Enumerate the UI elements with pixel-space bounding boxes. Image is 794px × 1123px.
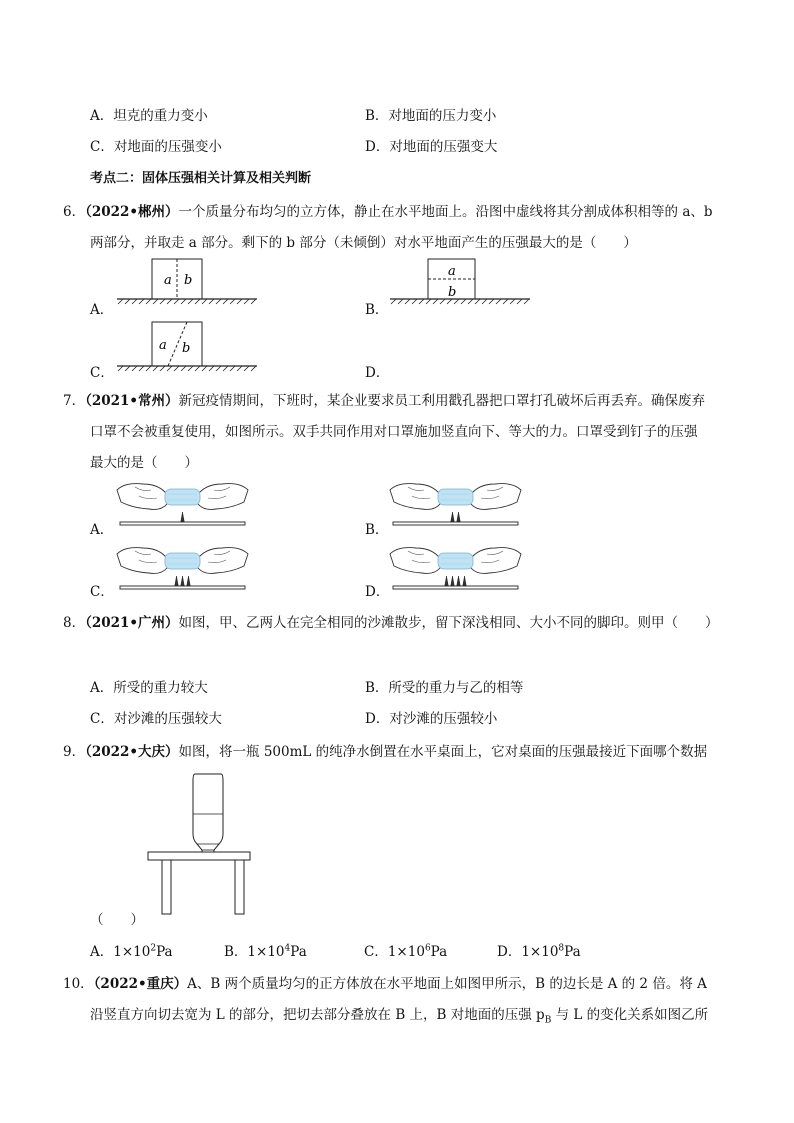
face-mask <box>438 553 473 569</box>
q7-stem-line1 <box>63 389 705 409</box>
letter-b: b <box>184 273 193 288</box>
q10-source: （2022•重庆） <box>93 976 188 992</box>
right-hand <box>197 484 248 510</box>
q7-figure-a <box>115 478 250 530</box>
water-bottle <box>193 774 223 858</box>
q9-option-b: B．$1\times 10^4Pa$ <box>224 943 307 960</box>
q7-figure-d <box>388 542 523 594</box>
table <box>148 852 250 914</box>
q6-figure-b <box>385 258 535 313</box>
q6-source: （2022•郴州） <box>85 204 179 220</box>
right-hand <box>197 548 248 574</box>
q7-source: （2021•常州） <box>85 393 179 409</box>
nail <box>457 576 461 586</box>
nail <box>451 576 455 586</box>
left-hand <box>117 548 168 574</box>
q6-number: 6． <box>63 204 86 220</box>
ground-hatch <box>391 299 529 304</box>
q9-figure-bottle-table <box>145 772 255 918</box>
q10-stem-line1 <box>63 972 707 992</box>
q7-number: 7． <box>63 393 86 409</box>
q5-option-d: D．对地面的压强变大 <box>365 139 498 155</box>
nail <box>457 512 461 522</box>
left-hand <box>117 484 168 510</box>
q7-label-a: A． <box>90 522 114 538</box>
q8-option-a: A．所受的重力较大 <box>90 680 208 696</box>
q9-number: 9． <box>63 744 86 760</box>
q7-label-c: C． <box>90 584 114 600</box>
q6-stem-line1 <box>63 200 713 220</box>
face-mask <box>165 489 200 505</box>
q7-text: 新冠疫情期间，下班时，某企业要求员工利用戳孔器把口罩打孔破坏后再丢弃。确保废弃 <box>178 393 706 409</box>
punch-board <box>120 522 245 525</box>
q7-label-d: D． <box>365 584 390 600</box>
q6-label-b: B． <box>365 302 389 318</box>
letter-b: b <box>448 285 457 300</box>
left-hand <box>390 548 441 574</box>
letter-a: a <box>159 338 167 353</box>
q6-label-d: D． <box>365 365 390 381</box>
q6-label-a: A． <box>90 302 114 318</box>
q6-text: 一个质量分布均匀的立方体，静止在水平地面上。沿图中虚线将其分割成体积相等的 a、b <box>178 204 713 220</box>
q10-number: 10． <box>63 976 94 992</box>
q8-option-c: C．对沙滩的压强较大 <box>90 711 222 727</box>
q6-figure-c <box>112 321 262 376</box>
letter-a: a <box>448 264 456 279</box>
q9-stem-line1 <box>63 740 707 760</box>
q10-stem-line2: 沿竖直方向切去宽为 L 的部分，把切去部分叠放在 B 上，B 对地面的压强 $p_B$ 与 L 的变化关系如图乙所 <box>90 1007 709 1026</box>
section-heading: 考点二：固体压强相关计算及相关判断 <box>90 171 312 186</box>
left-hand <box>390 484 441 510</box>
q5-option-a: A．坦克的重力变小 <box>90 108 208 124</box>
q7-label-b: B． <box>365 522 389 538</box>
q9-option-c: C．$1\times 10^6Pa$ <box>364 943 448 960</box>
ground-hatch <box>118 366 256 371</box>
nail <box>187 576 191 586</box>
q8-text: 如图，甲、乙两人在完全相同的沙滩散步，留下深浅相同、大小不同的脚印。则甲（ ） <box>178 615 719 631</box>
punch-board <box>393 522 518 525</box>
q5-option-c: C．对地面的压强变小 <box>90 139 222 155</box>
q7-figure-c <box>115 542 250 594</box>
nail <box>451 512 455 522</box>
q9-answer-paren: （ ） <box>90 912 144 928</box>
q8-number: 8． <box>63 615 86 631</box>
q7-stem-line2: 口罩不会被重复使用，如图所示。双手共同作用对口罩施加竖直向下、等大的力。口罩受到钉子的压强 <box>90 424 698 440</box>
ground-hatch <box>118 299 256 304</box>
q9-option-a: A．$1\times 10^2Pa$ <box>90 943 173 960</box>
nail <box>175 576 179 586</box>
q8-source: （2021•广州） <box>85 615 179 631</box>
right-hand <box>470 548 521 574</box>
q5-option-b: B．对地面的压力变小 <box>365 108 497 124</box>
q8-option-d: D．对沙滩的压强较小 <box>365 711 498 727</box>
face-mask <box>165 553 200 569</box>
q6-label-c: C． <box>90 365 114 381</box>
q8-option-b: B．所受的重力与乙的相等 <box>365 680 524 696</box>
right-hand <box>470 484 521 510</box>
nail <box>181 576 185 586</box>
q6-stem-line2: 两部分，并取走 a 部分。剩下的 b 部分（未倾倒）对水平地面产生的压强最大的是（ ） <box>90 235 637 251</box>
letter-a: a <box>164 273 172 288</box>
q8-stem-line1 <box>63 611 719 631</box>
nail <box>445 576 449 586</box>
letter-b: b <box>182 341 191 356</box>
q9-option-d: D．$1\times 10^8Pa$ <box>497 943 581 960</box>
q7-stem-line3: 最大的是（ ） <box>90 455 198 471</box>
q7-figure-b <box>388 478 523 530</box>
punch-board <box>393 586 518 589</box>
nail <box>181 512 185 522</box>
face-mask <box>438 489 473 505</box>
q9-text: 如图，将一瓶 500mL 的纯净水倒置在水平桌面上，它对桌面的压强最接近下面哪个数据 <box>178 744 708 760</box>
q6-figure-a <box>112 258 262 313</box>
punch-board <box>120 586 245 589</box>
q10-text: A、B 两个质量均匀的正方体放在水平地面上如图甲所示，B 的边长是 A 的 2 倍。将 A <box>187 976 707 992</box>
q9-source: （2022•大庆） <box>85 744 179 760</box>
nail <box>463 576 467 586</box>
